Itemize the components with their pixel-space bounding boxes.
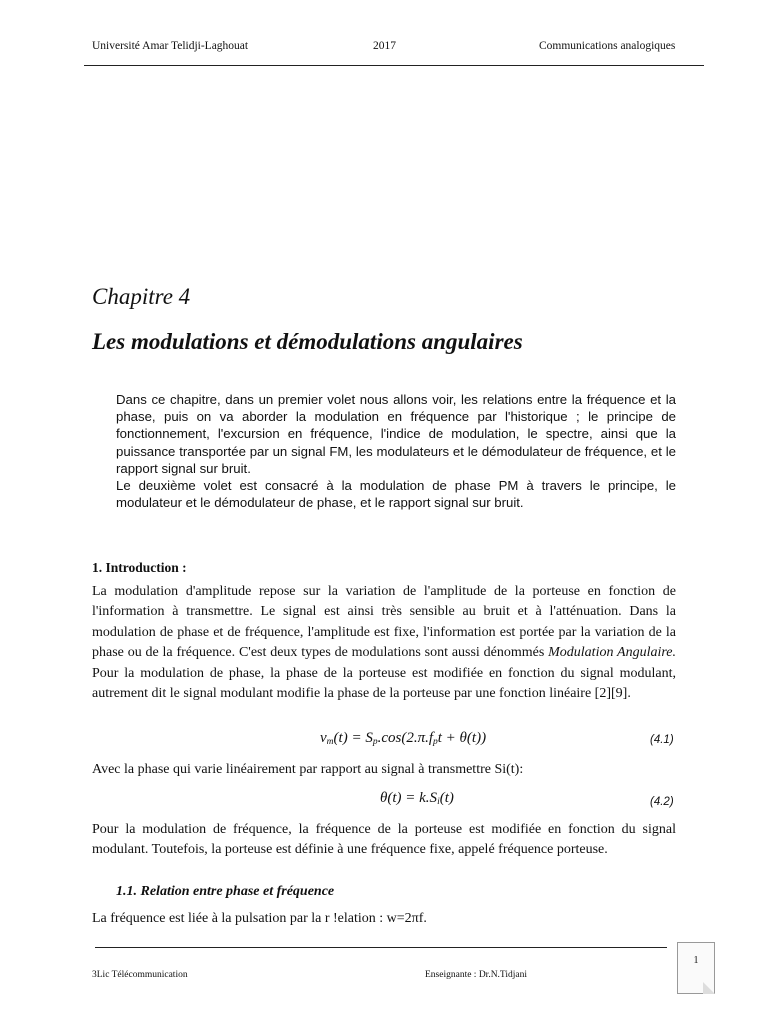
intro-text-b: Pour la modulation de phase, la phase de la porteuse est modifiée en fonction du signal modulant, autrement dit le signal modulant modifie la phase de la porteuse par une fonction linéaire [2][9]. — [92, 665, 676, 702]
intro-paragraph-3: Pour la modulation de fréquence, la fréquence de la porteuse est modifiée en fonction du signal modulant. Toutefois, la porteuse est définie à une fréquence fixe, appelé fréquence porteuse. — [92, 822, 676, 858]
eq2-sub: i — [437, 797, 440, 807]
eq2-rhs: (t) — [439, 790, 454, 806]
equation-4-1 — [320, 730, 486, 747]
header-course: Communications analogiques — [539, 40, 676, 52]
footer-teacher: Enseignante : Dr.N.Tidjani — [425, 970, 528, 980]
footer-rule — [95, 947, 667, 948]
eq2-lhs: θ(t) = k.S — [380, 790, 438, 806]
abstract-paragraph-1: Dans ce chapitre, dans un premier volet nous allons voir, les relations entre la fréquence et la phase, puis on va aborder la modulation en fréquence par l'historique ; le principe de fonctionnement, l'excursion en fréquence, l'indice de modulation, le spectre, ainsi que la puissance transportée par un signal FM, les modulateurs et le démodulateur de fréquence, et le rapport signal sur bruit. — [116, 392, 676, 476]
intro-paragraph-2: Avec la phase qui varie linéairement par rapport au signal à transmettre Si(t): — [92, 762, 524, 777]
header-rule — [84, 65, 704, 66]
page-curl-icon — [703, 982, 715, 994]
chapter-title: Les modulations et démodulations angulaires — [92, 329, 523, 354]
equation-number-4-1: (4.1) — [650, 734, 674, 746]
header-university: Université Amar Telidji-Laghouat — [92, 40, 249, 52]
eq1-lhs: v — [320, 730, 327, 746]
chapter-number: Chapitre 4 — [92, 284, 191, 309]
section-heading-introduction: 1. Introduction : — [92, 560, 187, 575]
eq1-mid2: .cos(2.π.f — [377, 730, 434, 746]
eq1-lhs-sub: m — [326, 737, 334, 747]
page-number: 1 — [693, 955, 699, 966]
subsection-paragraph: La fréquence est liée à la pulsation par la r !elation : w=2πf. — [92, 911, 427, 926]
intro-paragraph-1 — [92, 582, 676, 704]
eq1-mid-sub2: p — [433, 737, 438, 747]
eq1-mid1: (t) = S — [333, 730, 373, 746]
header-year: 2017 — [373, 40, 396, 52]
abstract-paragraph-2: Le deuxième volet est consacré à la modulation de phase PM à travers le principe, le modulateur et le démodulateur de phase, et le rapport signal sur bruit. — [116, 478, 676, 511]
intro-text-a: La modulation d'amplitude repose sur la variation de l'amplitude de la porteuse en fonction de l'information à transmettre. Le signal est ainsi très sensible au bruit et à l'atténuation. Dans la modulation de phase et de fréquence, l'amplitude est fixe, l'information est portée par la variation de la phase ou de la fréquence. C'est deux types de modulations sont aussi dénommés — [92, 584, 676, 661]
chapter-abstract — [116, 391, 676, 511]
intro-text-emphasis: Modulation Angulaire. — [548, 645, 676, 661]
equation-number-4-2: (4.2) — [650, 796, 674, 808]
page-number-box — [677, 942, 715, 994]
subsection-heading: 1.1. Relation entre phase et fréquence — [116, 884, 335, 899]
footer-level: 3Lic Télécommunication — [92, 970, 188, 980]
eq1-mid-sub: p — [372, 737, 378, 747]
equation-4-2 — [380, 790, 454, 807]
eq1-rhs: t + θ(t)) — [437, 730, 487, 746]
